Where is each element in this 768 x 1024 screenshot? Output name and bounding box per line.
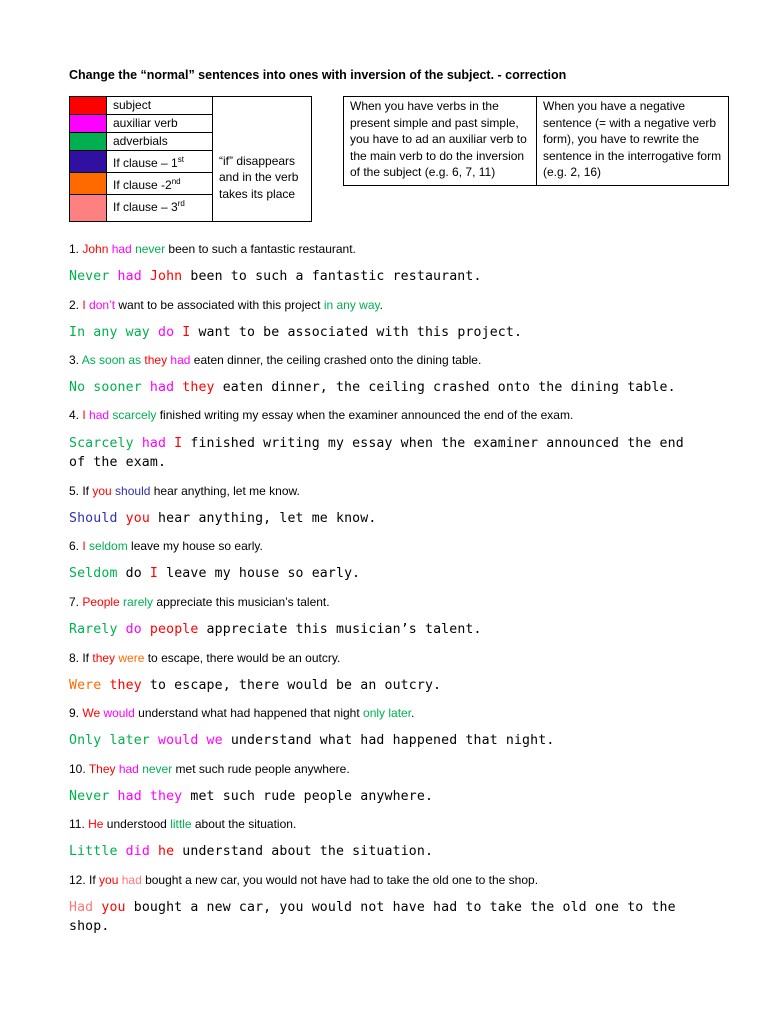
highlight-subject: you: [92, 484, 116, 498]
highlight-aux: had: [149, 380, 183, 395]
exercise-answer: [69, 676, 704, 695]
highlight-aux: had: [117, 789, 150, 804]
answer-text: met such rude people anywhere.: [182, 789, 434, 804]
answer-text: understand what had happened that night.: [222, 733, 555, 748]
if2-swatch: [70, 173, 107, 195]
exercise-sentence: [69, 408, 709, 422]
exercise-answer: [69, 731, 704, 750]
answer-text: bought a new car, you would not have had to take the old one to the shop.: [69, 900, 676, 934]
sentence-text: to escape, there would be an outcry.: [144, 651, 341, 665]
if3-swatch: [70, 195, 107, 222]
highlight-if1: should: [115, 484, 151, 498]
highlight-aux: would: [158, 733, 207, 748]
exercise-answer: [69, 787, 704, 806]
legend-label-auxiliary: auxiliar verb: [107, 115, 213, 133]
answer-text: been to such a fantastic restaurant.: [182, 269, 482, 284]
highlight-adv: never: [135, 242, 166, 256]
sentence-text: .: [379, 298, 383, 312]
highlight-adv: little: [170, 817, 192, 831]
exercise-sentence: [69, 762, 709, 776]
exercise-answer: [69, 434, 704, 472]
sentence-text: .: [411, 706, 415, 720]
highlight-subject: I: [174, 436, 183, 451]
highlight-subject: he: [158, 844, 175, 859]
exercise-answer: [69, 842, 704, 861]
sentence-text: bought a new car, you would not have had to take the old one to the shop.: [141, 873, 539, 887]
answer-text: understand about the situation.: [174, 844, 434, 859]
highlight-subject: they: [144, 353, 171, 367]
exercise-answer: [69, 620, 704, 639]
highlight-aux: had: [89, 408, 113, 422]
highlight-adv: No sooner: [69, 380, 150, 395]
highlight-if2: were: [118, 651, 145, 665]
highlight-if2: Were: [69, 678, 110, 693]
answer-text: eaten dinner, the ceiling crashed onto the dining table.: [214, 380, 676, 395]
highlight-adv: In any way: [69, 325, 158, 340]
color-legend-table: [69, 96, 312, 222]
highlight-subject: I: [82, 298, 90, 312]
highlight-subject: you: [101, 900, 126, 915]
highlight-subject: They: [88, 762, 119, 776]
adverbials-swatch: [70, 133, 107, 151]
exercise-sentence: [69, 817, 709, 831]
highlight-subject: I: [149, 566, 159, 581]
highlight-subject: I: [182, 325, 191, 340]
note-present-past-simple: When you have verbs in the present simple and past simple, you have to ad an auxiliar verb to the main verb to do the inversion of the subject (e.g. 6, 7, 11): [344, 97, 537, 186]
sentence-text: leave my house so early.: [127, 539, 263, 553]
highlight-subject: you: [125, 511, 150, 526]
answer-text: want to be associated with this project.: [190, 325, 523, 340]
sentence-text: been to such a fantastic restaurant.: [165, 242, 356, 256]
exercise-number: 7.: [69, 595, 83, 609]
highlight-adv: Little: [69, 844, 126, 859]
exercise-answer: [69, 267, 704, 286]
highlight-adv: scarcely: [112, 408, 157, 422]
highlight-aux: they: [149, 789, 183, 804]
exercise-number: 4.: [69, 408, 83, 422]
highlight-subject: I: [82, 408, 90, 422]
exercise-number: 10.: [69, 762, 89, 776]
note-negative-sentence: When you have a negative sentence (= with a negative verb form), you have to rewrite the sentence in the interrogative form (e.g. 2, 16): [537, 97, 729, 186]
highlight-adv: only later: [363, 706, 412, 720]
highlight-aux: had: [141, 436, 175, 451]
highlight-adv: in any way: [323, 298, 380, 312]
highlight-aux: had: [170, 353, 191, 367]
subject-swatch: [70, 97, 107, 115]
page-title: Change the “normal” sentences into ones with inversion of the subject. - correction: [69, 68, 567, 82]
highlight-subject: they: [109, 678, 142, 693]
sentence-text: finished writing my essay when the examiner announced the end of the exam.: [156, 408, 574, 422]
highlight-adv: rarely: [123, 595, 154, 609]
exercise-answer: [69, 378, 704, 397]
legend-label-if1: If clause – 1st: [107, 151, 213, 173]
highlight-subject: We: [82, 706, 104, 720]
highlight-aux: do: [125, 622, 150, 637]
sentence-text: met such rude people anywhere.: [172, 762, 350, 776]
highlight-aux: we: [206, 733, 223, 748]
highlight-if3: had: [121, 873, 142, 887]
answer-text: appreciate this musician’s talent.: [198, 622, 482, 637]
legend-empty-cell: [213, 97, 312, 151]
answer-text: do: [125, 566, 150, 581]
legend-label-if2: If clause -2nd: [107, 173, 213, 195]
sentence-text: eaten dinner, the ceiling crashed onto the dining table.: [190, 353, 482, 367]
sentence-text: appreciate this musician’s talent.: [153, 595, 330, 609]
highlight-if1: Should: [69, 511, 126, 526]
highlight-adv: never: [142, 762, 173, 776]
exercise-sentence: [69, 651, 709, 665]
answer-text: to escape, there would be an outcry.: [141, 678, 442, 693]
exercise-number: 2.: [69, 298, 83, 312]
sentence-text: hear anything, let me know.: [150, 484, 300, 498]
exercise-answer: [69, 898, 704, 936]
highlight-subject: He: [88, 817, 104, 831]
if-note: “if” disappears and in the verb takes its place: [213, 151, 312, 222]
highlight-adv: As soon as: [81, 353, 145, 367]
sentence-text: If: [89, 873, 100, 887]
exercise-sentence: [69, 595, 709, 609]
exercise-sentence: [69, 539, 709, 553]
exercise-sentence: [69, 706, 709, 720]
exercise-number: 5.: [69, 484, 83, 498]
answer-text: leave my house so early.: [158, 566, 361, 581]
auxiliary-swatch: [70, 115, 107, 133]
highlight-if3: Had: [69, 900, 102, 915]
sentence-text: understand what had happened that night: [134, 706, 364, 720]
sentence-text: about the situation.: [191, 817, 297, 831]
legend-label-if3: If clause – 3rd: [107, 195, 213, 222]
exercise-number: 1.: [69, 242, 83, 256]
legend-label-subject: subject: [107, 97, 213, 115]
highlight-adv: Never: [69, 269, 118, 284]
highlight-subject: you: [99, 873, 122, 887]
answer-text: hear anything, let me know.: [149, 511, 377, 526]
highlight-adv: Scarcely: [69, 436, 142, 451]
highlight-aux: had: [117, 269, 150, 284]
highlight-subject: they: [92, 651, 119, 665]
exercise-number: 8.: [69, 651, 83, 665]
exercise-number: 11.: [69, 817, 89, 831]
exercise-sentence: [69, 298, 709, 312]
exercise-number: 6.: [69, 539, 83, 553]
exercise-answer: [69, 509, 704, 528]
highlight-subject: People: [82, 595, 124, 609]
exercise-sentence: [69, 873, 709, 887]
sentence-text: If: [82, 484, 93, 498]
highlight-adv: Rarely: [69, 622, 126, 637]
rules-notes-table: [343, 96, 729, 186]
highlight-adv: Seldom: [69, 566, 126, 581]
exercise-number: 12.: [69, 873, 90, 887]
legend-label-adverbials: adverbials: [107, 133, 213, 151]
highlight-subject: John: [149, 269, 183, 284]
highlight-adv: seldom: [89, 539, 128, 553]
exercise-number: 3.: [69, 353, 82, 367]
highlight-aux: do: [158, 325, 183, 340]
if1-swatch: [70, 151, 107, 173]
highlight-aux: don’t: [89, 298, 116, 312]
exercise-number: 9.: [69, 706, 83, 720]
highlight-aux: did: [125, 844, 158, 859]
sentence-text: want to be associated with this project: [115, 298, 324, 312]
sentence-text: If: [82, 651, 93, 665]
highlight-subject: they: [182, 380, 215, 395]
exercise-sentence: [69, 353, 709, 367]
exercise-answer: [69, 323, 704, 342]
highlight-aux: had: [118, 762, 143, 776]
highlight-aux: had: [111, 242, 136, 256]
highlight-subject: John: [82, 242, 112, 256]
exercise-answer: [69, 564, 704, 583]
highlight-aux: would: [103, 706, 135, 720]
answer-text: finished writing my essay when the examiner announced the end of the exam.: [69, 436, 684, 470]
highlight-adv: Only later: [69, 733, 158, 748]
exercise-sentence: [69, 484, 709, 498]
sentence-text: understood: [103, 817, 171, 831]
exercise-sentence: [69, 242, 709, 256]
highlight-adv: Never: [69, 789, 118, 804]
highlight-subject: people: [149, 622, 199, 637]
highlight-subject: I: [82, 539, 90, 553]
